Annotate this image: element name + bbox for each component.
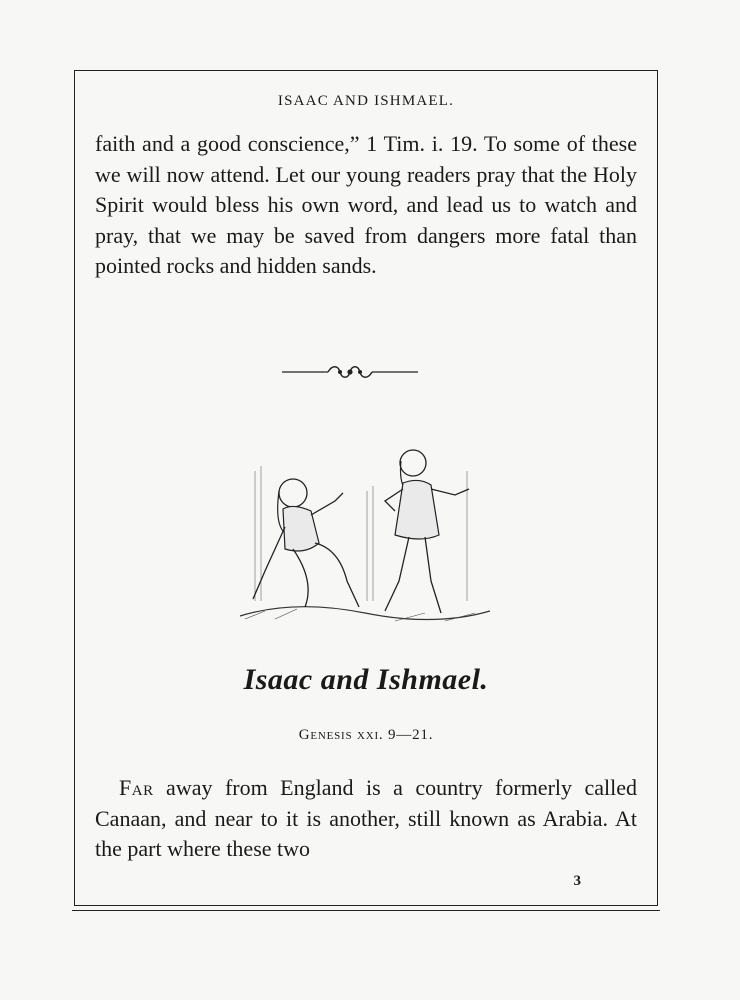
body-paragraph-2 [95,773,637,865]
page-number: 3 [573,873,581,889]
page-frame [74,70,658,906]
scroll-ornament-icon [280,363,420,381]
paragraph-lead-word: Far [119,775,154,800]
paragraph-2-text: away from England is a country formerly called Canaan, and near to it is another, still known as Arabia. At the part where these two [95,775,637,861]
body-paragraph-1: faith and a good conscience,” 1 Tim. i. 19. To some of these we will now attend. Let our young readers pray that the Holy Spirit would bless his own word, and lead us to watch and pray, that we may be saved from dangers more fatal than pointed rocks and hidden sands. [95,131,637,278]
running-head: ISAAC AND ISHMAEL. [277,93,455,109]
engraving-two-boys-icon [235,431,495,631]
scripture-reference: Genesis xxi. 9—21. [298,727,434,743]
chapter-title: Isaac and Ishmael. [243,663,489,696]
